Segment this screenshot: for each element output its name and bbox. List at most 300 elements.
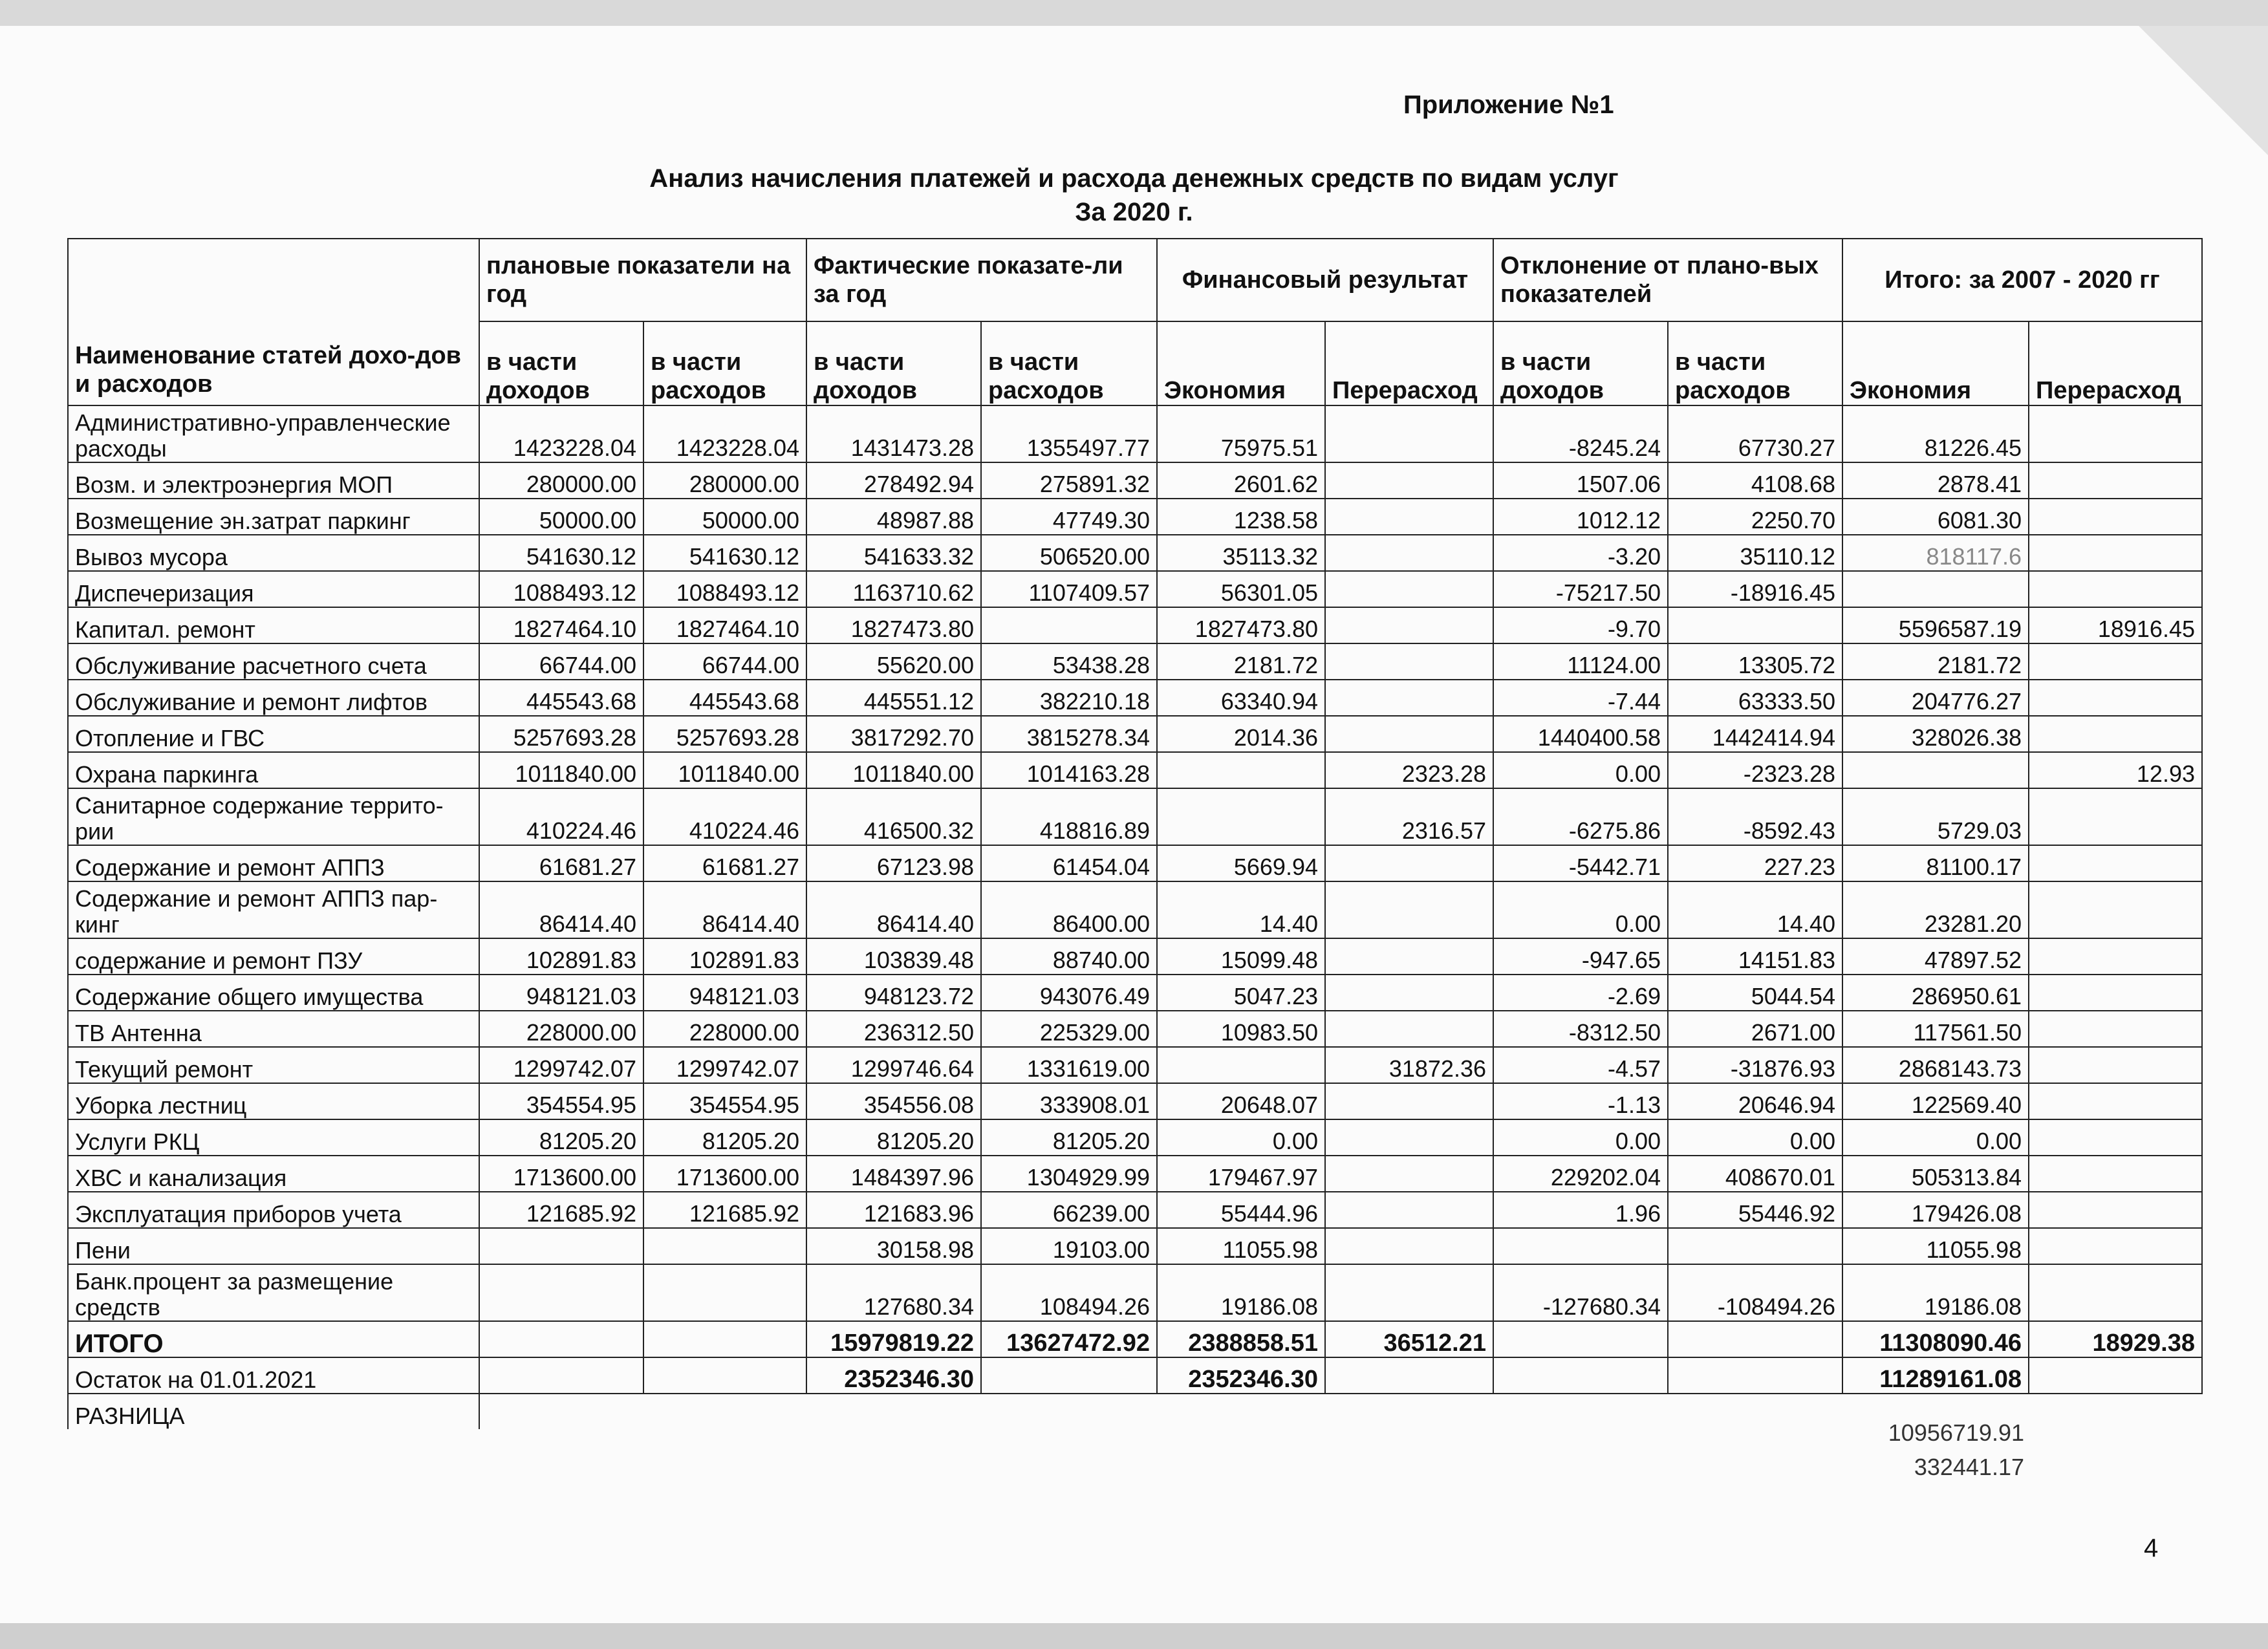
plan-expense: 354554.95 — [643, 1083, 806, 1119]
balance-empty-5 — [1493, 1357, 1668, 1394]
total-economy: 5729.03 — [1842, 788, 2029, 845]
difference-empty-8 — [1668, 1394, 1842, 1429]
report-table — [67, 238, 2203, 1429]
balance-empty-6 — [1668, 1357, 1842, 1394]
dev-expense: -31876.93 — [1668, 1047, 1842, 1083]
dev-expense: 1442414.94 — [1668, 716, 1842, 752]
row-name: Эксплуатация приборов учета — [68, 1192, 479, 1228]
fact-expense: 3815278.34 — [981, 716, 1157, 752]
fact-income: 1827473.80 — [806, 607, 981, 643]
fact-income: 541633.32 — [806, 535, 981, 571]
table-row — [68, 1119, 2202, 1156]
dev-income: 1012.12 — [1493, 499, 1668, 535]
total-overspend — [2029, 405, 2202, 462]
fin-economy: 35113.32 — [1157, 535, 1325, 571]
fact-income: 3817292.70 — [806, 716, 981, 752]
total-overspend — [2029, 938, 2202, 975]
plan-expense: 1299742.07 — [643, 1047, 806, 1083]
dev-expense: 55446.92 — [1668, 1192, 1842, 1228]
plan-income — [479, 1228, 643, 1264]
total-fin-economy: 2388858.51 — [1157, 1321, 1325, 1357]
table-row — [68, 788, 2202, 845]
fact-expense: 53438.28 — [981, 643, 1157, 680]
table-row — [68, 405, 2202, 462]
fin-economy: 179467.97 — [1157, 1156, 1325, 1192]
fin-overspend: 31872.36 — [1325, 1047, 1493, 1083]
total-fact-expense: 13627472.92 — [981, 1321, 1157, 1357]
balance-empty-7 — [2029, 1357, 2202, 1394]
plan-income: 1713600.00 — [479, 1156, 643, 1192]
dev-expense — [1668, 607, 1842, 643]
fin-economy: 19186.08 — [1157, 1264, 1325, 1321]
dev-expense: -8592.43 — [1668, 788, 1842, 845]
difference-empty-2 — [643, 1394, 806, 1429]
dev-expense: 13305.72 — [1668, 643, 1842, 680]
dev-expense — [1668, 1228, 1842, 1264]
row-name: ТВ Антенна — [68, 1011, 479, 1047]
fin-economy — [1157, 752, 1325, 788]
fin-overspend — [1325, 975, 1493, 1011]
row-name: Банк.процент за размещение средств — [68, 1264, 479, 1321]
fact-income: 67123.98 — [806, 845, 981, 881]
row-name: Возмещение эн.затрат паркинг — [68, 499, 479, 535]
plan-income: 1827464.10 — [479, 607, 643, 643]
balance-empty-4 — [1325, 1357, 1493, 1394]
dev-income: -1.13 — [1493, 1083, 1668, 1119]
total-economy: 5596587.19 — [1842, 607, 2029, 643]
fact-income: 1163710.62 — [806, 571, 981, 607]
dev-income: -7.44 — [1493, 680, 1668, 716]
total-fact-income: 15979819.22 — [806, 1321, 981, 1357]
plan-expense: 948121.03 — [643, 975, 806, 1011]
difference-empty-1 — [479, 1394, 643, 1429]
total-overspend — [2029, 1047, 2202, 1083]
fin-overspend — [1325, 1264, 1493, 1321]
header-plan-income: в части доходов — [479, 321, 643, 405]
fact-income: 236312.50 — [806, 1011, 981, 1047]
title-line-2: За 2020 г. — [1075, 198, 1193, 226]
fact-expense: 943076.49 — [981, 975, 1157, 1011]
dev-income: 1440400.58 — [1493, 716, 1668, 752]
header-fin-overspend: Перерасход — [1325, 321, 1493, 405]
table-row — [68, 1228, 2202, 1264]
plan-expense: 50000.00 — [643, 499, 806, 535]
total-overspend — [2029, 1011, 2202, 1047]
dev-expense: 63333.50 — [1668, 680, 1842, 716]
plan-income: 948121.03 — [479, 975, 643, 1011]
plan-income — [479, 1264, 643, 1321]
balance-fact-income: 2352346.30 — [806, 1357, 981, 1394]
total-economy: 47897.52 — [1842, 938, 2029, 975]
fin-overspend — [1325, 1119, 1493, 1156]
plan-income: 1011840.00 — [479, 752, 643, 788]
plan-income: 5257693.28 — [479, 716, 643, 752]
balance-fin-economy: 2352346.30 — [1157, 1357, 1325, 1394]
plan-income: 354554.95 — [479, 1083, 643, 1119]
balance-empty-2 — [643, 1357, 806, 1394]
total-overspend — [2029, 881, 2202, 938]
fact-income: 30158.98 — [806, 1228, 981, 1264]
dev-income: 229202.04 — [1493, 1156, 1668, 1192]
fin-overspend — [1325, 845, 1493, 881]
total-overspend: 18916.45 — [2029, 607, 2202, 643]
dev-income: -8245.24 — [1493, 405, 1668, 462]
total-overspend — [2029, 571, 2202, 607]
dev-expense: 67730.27 — [1668, 405, 1842, 462]
fin-overspend — [1325, 716, 1493, 752]
header-fact: Фактические показате-ли за год — [806, 239, 1157, 321]
total-overspend — [2029, 1192, 2202, 1228]
plan-expense: 445543.68 — [643, 680, 806, 716]
difference-empty-6 — [1325, 1394, 1493, 1429]
total-overspend — [2029, 680, 2202, 716]
fact-income: 121683.96 — [806, 1192, 981, 1228]
total-row — [68, 1321, 2202, 1357]
header-financial: Финансовый результат — [1157, 239, 1493, 321]
row-name: Текущий ремонт — [68, 1047, 479, 1083]
table-row — [68, 535, 2202, 571]
fact-expense: 1304929.99 — [981, 1156, 1157, 1192]
appendix-label: Приложение №1 — [1403, 91, 1614, 119]
fin-economy: 5669.94 — [1157, 845, 1325, 881]
total-overspend — [2029, 975, 2202, 1011]
total-economy: 2868143.73 — [1842, 1047, 2029, 1083]
difference-value-2: 332441.17 — [1914, 1454, 2024, 1480]
row-name: Диспечеризация — [68, 571, 479, 607]
table-row — [68, 462, 2202, 499]
table-row — [68, 1011, 2202, 1047]
fact-expense: 1014163.28 — [981, 752, 1157, 788]
total-economy: 6081.30 — [1842, 499, 2029, 535]
total-overspend: 12.93 — [2029, 752, 2202, 788]
total-economy: 2181.72 — [1842, 643, 2029, 680]
fin-overspend — [1325, 938, 1493, 975]
row-name: Содержание общего имущества — [68, 975, 479, 1011]
dev-income: 0.00 — [1493, 752, 1668, 788]
difference-empty-10 — [2029, 1394, 2202, 1429]
total-economy: 818117.6 — [1842, 535, 2029, 571]
scan-border — [0, 1623, 2268, 1649]
plan-expense: 66744.00 — [643, 643, 806, 680]
fact-income: 1011840.00 — [806, 752, 981, 788]
total-overspend — [2029, 643, 2202, 680]
table-row — [68, 881, 2202, 938]
fact-expense: 108494.26 — [981, 1264, 1157, 1321]
fact-income: 55620.00 — [806, 643, 981, 680]
balance-empty-1 — [479, 1357, 643, 1394]
plan-expense: 102891.83 — [643, 938, 806, 975]
row-name: Охрана паркинга — [68, 752, 479, 788]
dev-expense: 4108.68 — [1668, 462, 1842, 499]
difference-empty-4 — [981, 1394, 1157, 1429]
total-economy: 328026.38 — [1842, 716, 2029, 752]
fin-economy: 5047.23 — [1157, 975, 1325, 1011]
total-economy: 19186.08 — [1842, 1264, 2029, 1321]
dev-income: 0.00 — [1493, 881, 1668, 938]
plan-expense: 1827464.10 — [643, 607, 806, 643]
fact-income: 81205.20 — [806, 1119, 981, 1156]
row-name: Пени — [68, 1228, 479, 1264]
fact-expense: 88740.00 — [981, 938, 1157, 975]
fact-income: 48987.88 — [806, 499, 981, 535]
total-overspend — [2029, 845, 2202, 881]
dev-income: -947.65 — [1493, 938, 1668, 975]
total-economy: 505313.84 — [1842, 1156, 2029, 1192]
header-name: Наименование статей дохо-дов и расходов — [68, 239, 479, 405]
row-name: содержание и ремонт ПЗУ — [68, 938, 479, 975]
total-economy: 122569.40 — [1842, 1083, 2029, 1119]
total-period-economy: 11308090.46 — [1842, 1321, 2029, 1357]
fact-income: 103839.48 — [806, 938, 981, 975]
table-row — [68, 975, 2202, 1011]
table-row — [68, 1047, 2202, 1083]
dev-expense: 35110.12 — [1668, 535, 1842, 571]
header-plan-expense: в части расходов — [643, 321, 806, 405]
fin-overspend — [1325, 405, 1493, 462]
fin-overspend — [1325, 1156, 1493, 1192]
fin-overspend: 2316.57 — [1325, 788, 1493, 845]
dev-income: -3.20 — [1493, 535, 1668, 571]
title-line-1: Анализ начисления платежей и расхода денежных средств по видам услуг — [649, 164, 1619, 193]
total-plan-expense — [643, 1321, 806, 1357]
fin-economy: 15099.48 — [1157, 938, 1325, 975]
row-name: Административно-управленческие расходы — [68, 405, 479, 462]
table-row — [68, 571, 2202, 607]
plan-income: 1299742.07 — [479, 1047, 643, 1083]
fact-income: 1431473.28 — [806, 405, 981, 462]
total-economy — [1842, 571, 2029, 607]
row-name: Капитал. ремонт — [68, 607, 479, 643]
document-title — [0, 162, 2268, 229]
total-dev-expense — [1668, 1321, 1842, 1357]
total-overspend — [2029, 1119, 2202, 1156]
row-name: Отопление и ГВС — [68, 716, 479, 752]
header-dev-income: в части доходов — [1493, 321, 1668, 405]
total-label: ИТОГО — [68, 1321, 479, 1357]
table-row — [68, 643, 2202, 680]
fact-expense: 382210.18 — [981, 680, 1157, 716]
header-deviation: Отклонение от плано-вых показателей — [1493, 239, 1842, 321]
fin-overspend — [1325, 571, 1493, 607]
fin-economy: 0.00 — [1157, 1119, 1325, 1156]
fin-overspend — [1325, 1083, 1493, 1119]
table-row — [68, 845, 2202, 881]
header-total-overspend: Перерасход — [2029, 321, 2202, 405]
total-economy: 23281.20 — [1842, 881, 2029, 938]
dev-income: 1507.06 — [1493, 462, 1668, 499]
fin-overspend: 2323.28 — [1325, 752, 1493, 788]
fin-overspend — [1325, 643, 1493, 680]
plan-expense — [643, 1264, 806, 1321]
total-overspend — [2029, 499, 2202, 535]
table-row — [68, 1264, 2202, 1321]
fin-economy: 63340.94 — [1157, 680, 1325, 716]
fin-economy: 20648.07 — [1157, 1083, 1325, 1119]
table-row — [68, 716, 2202, 752]
dev-income: -6275.86 — [1493, 788, 1668, 845]
balance-total-economy: 11289161.08 — [1842, 1357, 2029, 1394]
fin-economy: 2181.72 — [1157, 643, 1325, 680]
fin-overspend — [1325, 499, 1493, 535]
difference-empty-3 — [806, 1394, 981, 1429]
table-row — [68, 1192, 2202, 1228]
row-name: Обслуживание расчетного счета — [68, 643, 479, 680]
dev-expense: 2671.00 — [1668, 1011, 1842, 1047]
dev-expense: 20646.94 — [1668, 1083, 1842, 1119]
difference-label: РАЗНИЦА — [68, 1394, 479, 1429]
total-economy: 11055.98 — [1842, 1228, 2029, 1264]
dev-income: -5442.71 — [1493, 845, 1668, 881]
dev-income: -8312.50 — [1493, 1011, 1668, 1047]
total-economy: 204776.27 — [1842, 680, 2029, 716]
dev-income: 0.00 — [1493, 1119, 1668, 1156]
fact-income: 416500.32 — [806, 788, 981, 845]
fact-expense: 86400.00 — [981, 881, 1157, 938]
folded-corner — [2139, 26, 2268, 155]
dev-expense: 2250.70 — [1668, 499, 1842, 535]
plan-expense: 81205.20 — [643, 1119, 806, 1156]
fin-economy: 1827473.80 — [1157, 607, 1325, 643]
balance-row — [68, 1357, 2202, 1394]
row-name: Содержание и ремонт АППЗ — [68, 845, 479, 881]
total-economy: 117561.50 — [1842, 1011, 2029, 1047]
dev-income: 1.96 — [1493, 1192, 1668, 1228]
plan-expense: 228000.00 — [643, 1011, 806, 1047]
fin-economy: 14.40 — [1157, 881, 1325, 938]
table-row — [68, 499, 2202, 535]
header-plan: плановые показатели на год — [479, 239, 806, 321]
fin-economy: 75975.51 — [1157, 405, 1325, 462]
plan-expense: 5257693.28 — [643, 716, 806, 752]
total-economy: 81100.17 — [1842, 845, 2029, 881]
fin-economy: 2601.62 — [1157, 462, 1325, 499]
fact-expense: 418816.89 — [981, 788, 1157, 845]
header-fact-expense: в части расходов — [981, 321, 1157, 405]
total-overspend — [2029, 788, 2202, 845]
total-period-overspend: 18929.38 — [2029, 1321, 2202, 1357]
balance-label: Остаток на 01.01.2021 — [68, 1357, 479, 1394]
fact-income: 445551.12 — [806, 680, 981, 716]
fin-economy — [1157, 1047, 1325, 1083]
plan-income: 102891.83 — [479, 938, 643, 975]
difference-empty-7 — [1493, 1394, 1668, 1429]
fact-expense: 19103.00 — [981, 1228, 1157, 1264]
plan-expense: 1423228.04 — [643, 405, 806, 462]
plan-expense: 86414.40 — [643, 881, 806, 938]
dev-expense: 227.23 — [1668, 845, 1842, 881]
total-overspend — [2029, 716, 2202, 752]
dev-expense: 5044.54 — [1668, 975, 1842, 1011]
dev-expense: -108494.26 — [1668, 1264, 1842, 1321]
fact-expense — [981, 607, 1157, 643]
dev-income: 11124.00 — [1493, 643, 1668, 680]
fact-income: 1484397.96 — [806, 1156, 981, 1192]
table-row — [68, 1156, 2202, 1192]
dev-income: -4.57 — [1493, 1047, 1668, 1083]
plan-expense: 61681.27 — [643, 845, 806, 881]
table-row — [68, 607, 2202, 643]
plan-income: 1423228.04 — [479, 405, 643, 462]
total-economy: 286950.61 — [1842, 975, 2029, 1011]
plan-expense: 121685.92 — [643, 1192, 806, 1228]
total-overspend — [2029, 1156, 2202, 1192]
row-name: Обслуживание и ремонт лифтов — [68, 680, 479, 716]
fact-expense: 275891.32 — [981, 462, 1157, 499]
plan-expense: 1713600.00 — [643, 1156, 806, 1192]
plan-income: 81205.20 — [479, 1119, 643, 1156]
plan-expense: 541630.12 — [643, 535, 806, 571]
plan-income: 410224.46 — [479, 788, 643, 845]
total-fin-overspend: 36512.21 — [1325, 1321, 1493, 1357]
row-name: ХВС и канализация — [68, 1156, 479, 1192]
header-total-economy: Экономия — [1842, 321, 2029, 405]
total-economy: 81226.45 — [1842, 405, 2029, 462]
fin-economy — [1157, 788, 1325, 845]
total-overspend — [2029, 462, 2202, 499]
row-name: Санитарное содержание террито-рии — [68, 788, 479, 845]
header-dev-expense: в части расходов — [1668, 321, 1842, 405]
dev-expense: 14151.83 — [1668, 938, 1842, 975]
dev-income: -127680.34 — [1493, 1264, 1668, 1321]
total-overspend — [2029, 1264, 2202, 1321]
row-name: Вывоз мусора — [68, 535, 479, 571]
table-row — [68, 680, 2202, 716]
row-name: Содержание и ремонт АППЗ пар-кинг — [68, 881, 479, 938]
plan-income: 228000.00 — [479, 1011, 643, 1047]
header-fin-economy: Экономия — [1157, 321, 1325, 405]
plan-expense: 1088493.12 — [643, 571, 806, 607]
fact-expense: 1355497.77 — [981, 405, 1157, 462]
plan-income: 1088493.12 — [479, 571, 643, 607]
row-name: Уборка лестниц — [68, 1083, 479, 1119]
fact-income: 278492.94 — [806, 462, 981, 499]
total-economy — [1842, 752, 2029, 788]
fin-overspend — [1325, 462, 1493, 499]
fin-overspend — [1325, 680, 1493, 716]
fin-overspend — [1325, 1011, 1493, 1047]
plan-expense: 410224.46 — [643, 788, 806, 845]
fact-expense: 1107409.57 — [981, 571, 1157, 607]
balance-empty-3 — [981, 1357, 1157, 1394]
total-plan-income — [479, 1321, 643, 1357]
fin-overspend — [1325, 535, 1493, 571]
dev-expense: 0.00 — [1668, 1119, 1842, 1156]
fact-income: 354556.08 — [806, 1083, 981, 1119]
header-fact-income: в части доходов — [806, 321, 981, 405]
total-economy: 179426.08 — [1842, 1192, 2029, 1228]
total-overspend — [2029, 1083, 2202, 1119]
plan-expense: 1011840.00 — [643, 752, 806, 788]
fact-expense: 61454.04 — [981, 845, 1157, 881]
total-economy: 2878.41 — [1842, 462, 2029, 499]
fact-expense: 333908.01 — [981, 1083, 1157, 1119]
fact-expense: 81205.20 — [981, 1119, 1157, 1156]
row-name: Возм. и электроэнергия МОП — [68, 462, 479, 499]
row-name: Услуги РКЦ — [68, 1119, 479, 1156]
fact-expense: 1331619.00 — [981, 1047, 1157, 1083]
dev-expense: -18916.45 — [1668, 571, 1842, 607]
fact-expense: 66239.00 — [981, 1192, 1157, 1228]
dev-income: -75217.50 — [1493, 571, 1668, 607]
fact-income: 127680.34 — [806, 1264, 981, 1321]
dev-expense: 408670.01 — [1668, 1156, 1842, 1192]
plan-income: 541630.12 — [479, 535, 643, 571]
fact-expense: 47749.30 — [981, 499, 1157, 535]
fin-overspend — [1325, 1228, 1493, 1264]
table-row — [68, 1083, 2202, 1119]
fin-economy: 56301.05 — [1157, 571, 1325, 607]
total-dev-income — [1493, 1321, 1668, 1357]
